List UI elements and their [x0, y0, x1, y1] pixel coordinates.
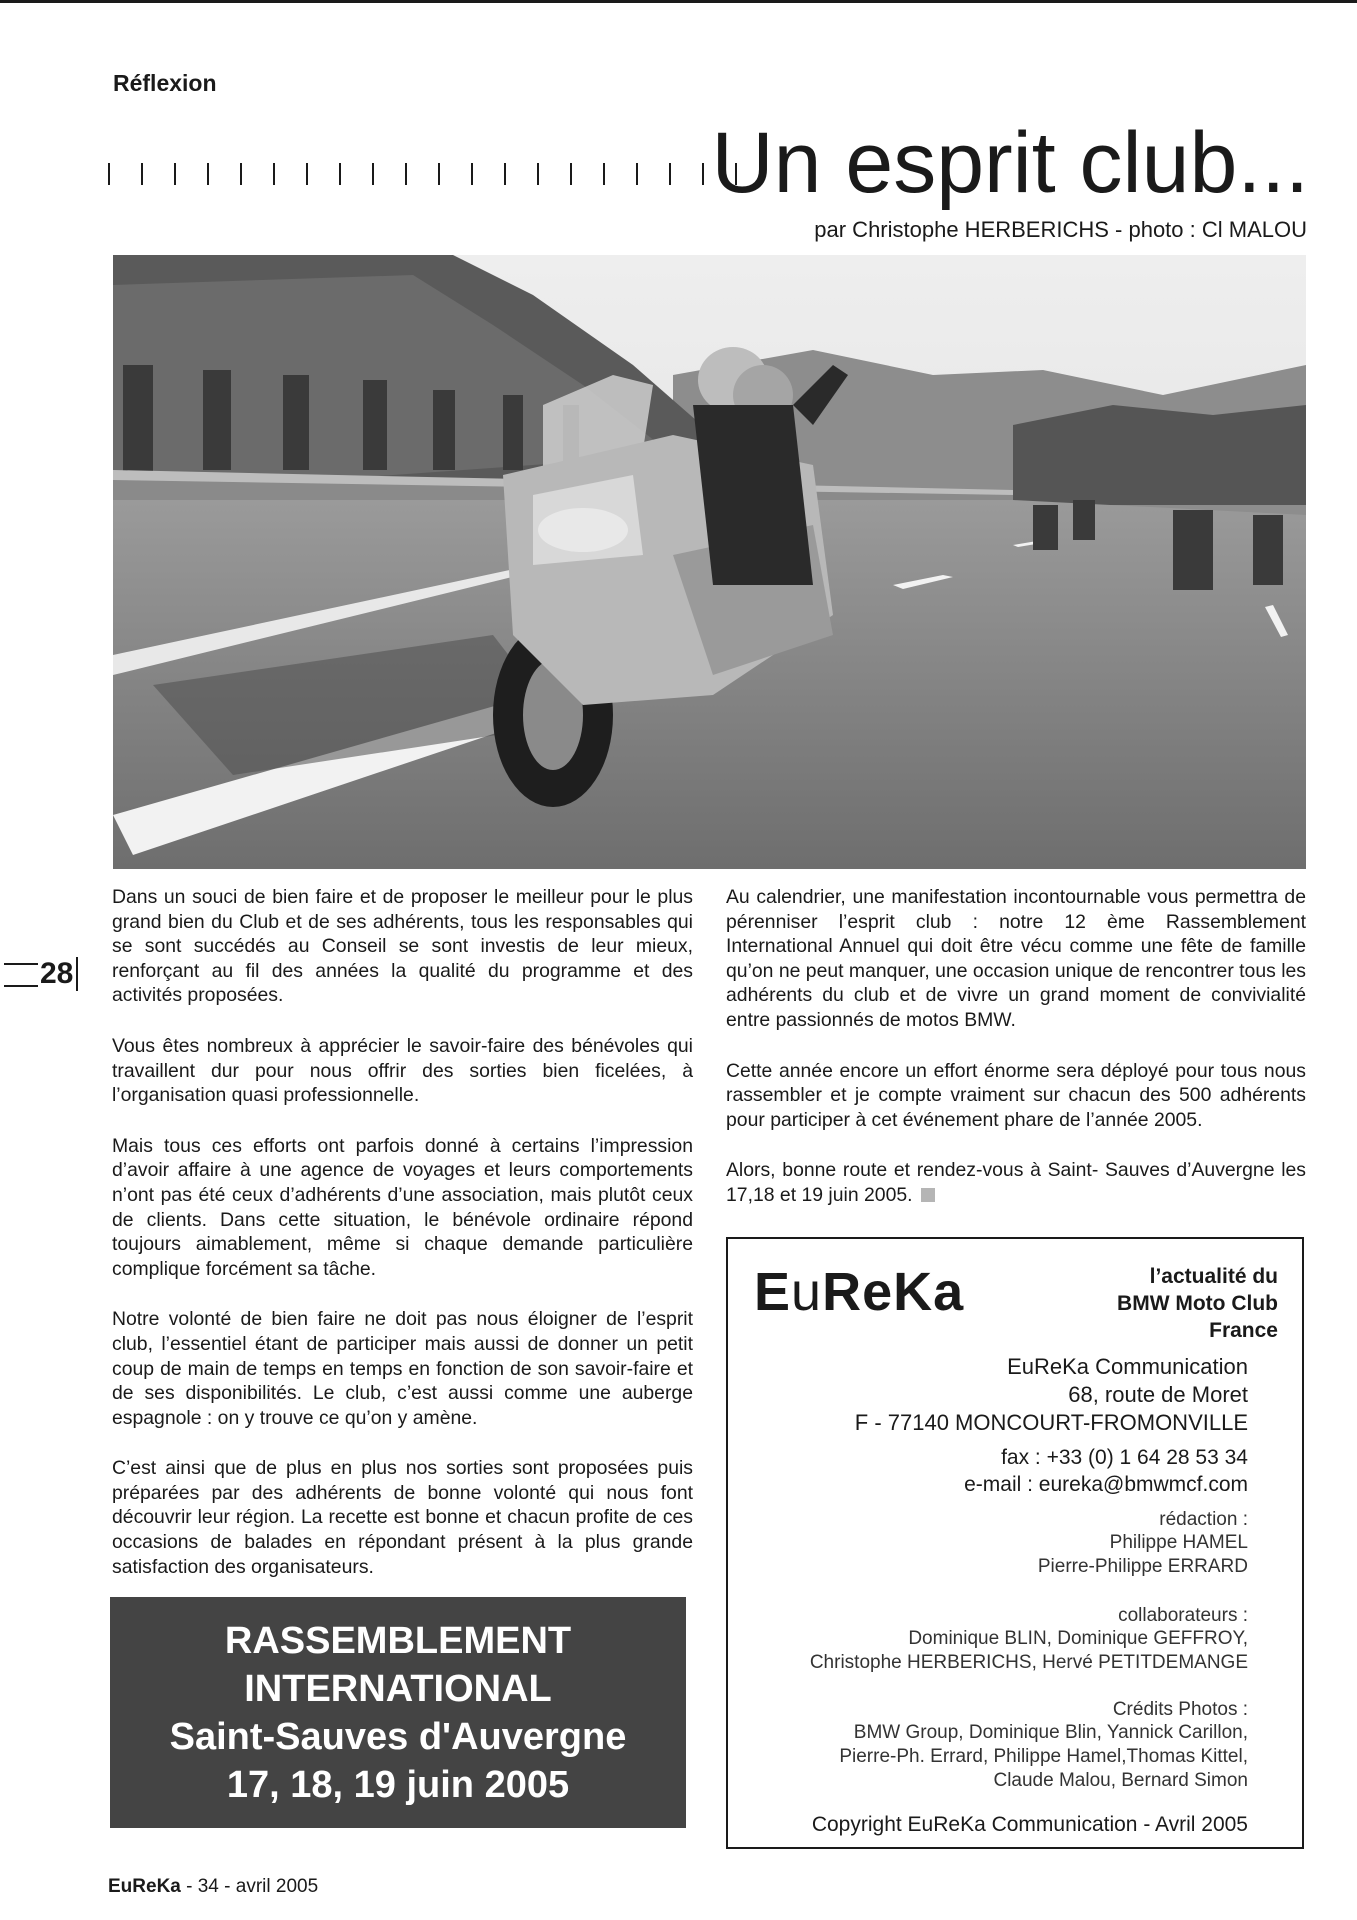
paragraph: Au calendrier, une manifestation incontournable vous permettra de pérenniser l’esprit club : notre 12 ème Rassemblement International Annuel qui doit être vécu comme une fête de famille qu’on ne peut manquer, une occasion unique de rencontrer tous les adhérents du club et de vivre un grand moment de convivialité entre passionnés de motos BMW. — [726, 886, 1306, 1031]
article-column-right — [726, 885, 1306, 1234]
paragraph: Cette année encore un effort énorme sera déployé pour tous nous rassembler et je compte vraiment sur chacun des 500 adhérents pour participer à cet événement phare de l’année 2005. — [726, 1059, 1306, 1131]
banner-line: INTERNATIONAL — [244, 1667, 552, 1710]
footer: EuReKa - 34 - avril 2005 — [108, 1876, 319, 1897]
contact-info — [964, 1444, 1248, 1498]
paragraph: Vous êtes nombreux à apprécier le savoir-faire des bénévoles qui travaillent dur pour nous offrir des sorties bien ficelées, à l’organisation quasi professionnelle. — [112, 1034, 693, 1107]
paragraph: Notre volonté de bien faire ne doit pas nous éloigner de l’esprit club, l’essentiel étant de participer mais aussi de donner un petit coup de main de temps en temps en fonction de son savoir-faire et de ses disponibilités. Le club, c’est aussi comme une auberge espagnole : on y trouve ce qu’on y amène. — [112, 1308, 693, 1429]
email: e-mail : eureka@bmwmcf.com — [964, 1473, 1248, 1496]
paragraph-final: Alors, bonne route et rendez-vous à Saint- Sauves d’Auvergne les 17,18 et 19 juin 2005. — [726, 1159, 1306, 1206]
page-number-tick — [0, 955, 40, 991]
motorcycle-photo — [113, 255, 1306, 869]
decorative-ticks — [108, 163, 768, 185]
byline: par Christophe HERBERICHS - photo : Cl MALOU — [814, 217, 1307, 242]
paragraph: C’est ainsi que de plus en plus nos sorties sont proposées puis préparées par des adhérents de bonne volonté qui nous font découvrir leur région. La recette est bonne et chacun profite de ces occasions de balades en répondant présent à la plus grande satisfaction des organisateurs. — [112, 1457, 693, 1578]
masthead-box — [726, 1237, 1304, 1849]
paragraph: Dans un souci de bien faire et de proposer le meilleur pour le plus grand bien du Club et de ses adhérents, tous les responsables qui se sont succédés au Conseil se sont investis de leur mieux, renforçant au fil des années la qualité du programme et des activités proposées. — [112, 886, 693, 1007]
banner-line: Saint-Sauves d'Auvergne — [169, 1715, 627, 1758]
redaction: rédaction : Philippe HAMEL Pierre-Philippe ERRARD — [1037, 1509, 1248, 1577]
top-rule — [0, 0, 1357, 3]
banner-line: RASSEMBLEMENT — [224, 1619, 572, 1662]
collaborators: collaborateurs : Dominique BLIN, Dominique GEFFROY, Christophe HERBERICHS, Hervé PETITDEMANGE — [809, 1605, 1248, 1673]
page-number: 28 — [40, 957, 78, 991]
copyright: Copyright EuReKa Communication - Avril 2005 — [811, 1813, 1248, 1836]
eureka-logo: EuReKa — [754, 1262, 965, 1322]
banner-line: 17, 18, 19 juin 2005 — [226, 1763, 570, 1806]
article-title: Un esprit club... — [711, 115, 1309, 211]
tagline: l’actualité du BMW Moto Club France — [1117, 1265, 1278, 1342]
end-of-article-square-icon — [921, 1188, 935, 1202]
photo-credits: Crédits Photos : BMW Group, Dominique Blin, Yannick Carillon, Pierre-Ph. Errard, Philippe Hamel,Thomas Kittel, Claude Malou, Bernard Simon — [839, 1699, 1248, 1791]
event-banner — [110, 1597, 686, 1828]
article-column-left — [112, 885, 693, 1605]
section-label: Réflexion — [113, 70, 217, 96]
fax: fax : +33 (0) 1 64 28 53 34 — [1001, 1446, 1248, 1469]
paragraph: Mais tous ces efforts ont parfois donné à certains l’impression d’avoir affaire à une agence de voyages et leurs comportements n’ont pas été ceux d’adhérents d’une association, mais plutôt ceux de clients. Dans cette situation, le bénévole ordinaire répond toujours aimablement, même si chaque demande particulière complique forcément sa tâche. — [112, 1134, 693, 1280]
address: EuReKa Communication 68, route de Moret F - 77140 MONCOURT-FROMONVILLE — [854, 1354, 1248, 1435]
